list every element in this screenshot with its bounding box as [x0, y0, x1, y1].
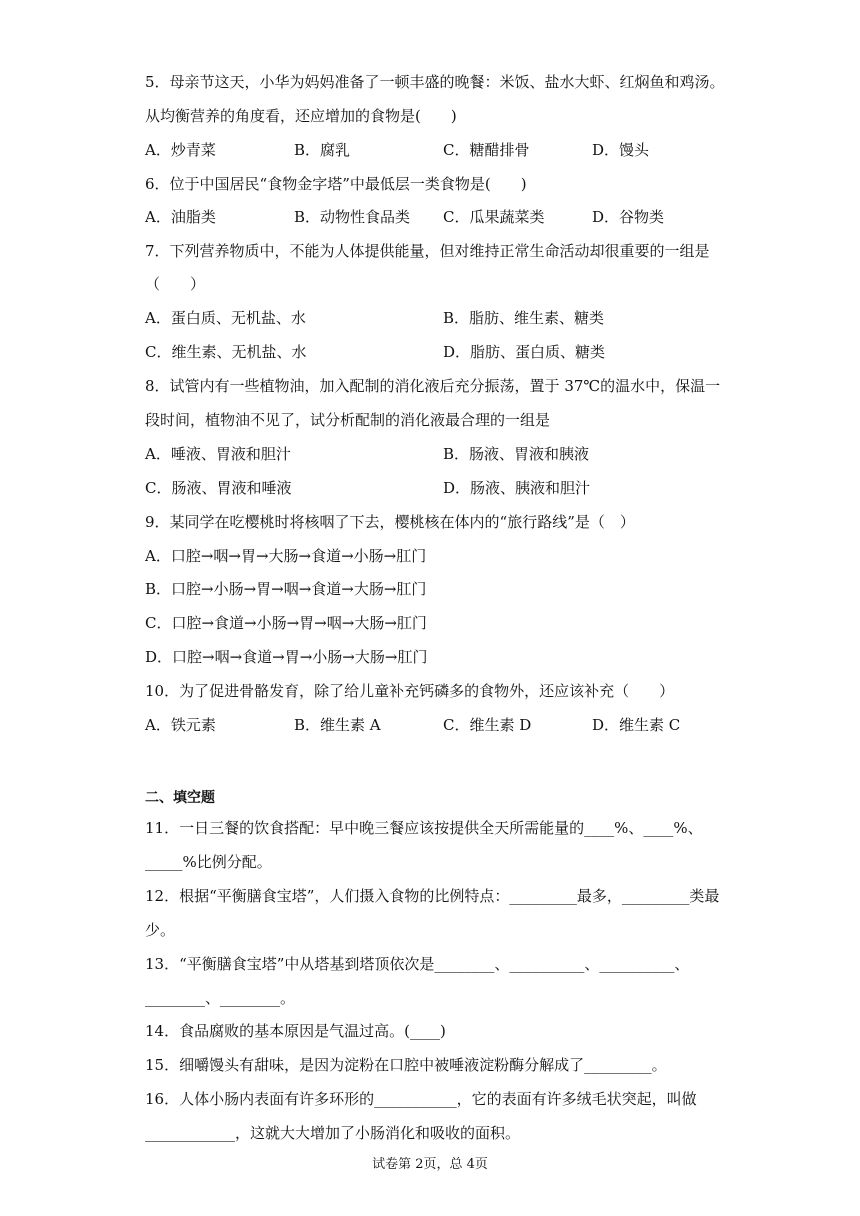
question-8-line-1: 8．试管内有一些植物油，加入配制的消化液后充分振荡，置于 37℃的温水中，保温一: [145, 377, 721, 395]
question-5-option-c: C．糖醋排骨: [443, 141, 530, 159]
question-10-option-c: C．维生素 D: [443, 716, 532, 734]
question-9-option-a: A．口腔→咽→胃→大肠→食道→小肠→肛门: [145, 547, 427, 565]
question-8-option-b: B．肠液、胃液和胰液: [443, 445, 590, 463]
question-9-line-1: 9．某同学在吃樱桃时将核咽了下去，樱桃核在体内的“旅行路线”是（ ）: [145, 513, 635, 531]
question-13-line-1: 13．“平衡膳食宝塔”中从塔基到塔顶依次是________、__________、__________、: [145, 955, 690, 973]
question-11-line-2: _____%比例分配。: [145, 853, 272, 871]
question-11-line-1: 11．一日三餐的饮食搭配：早中晚三餐应该按提供全天所需能量的____%、____%、: [145, 819, 703, 837]
question-7-option-c: C．维生素、无机盐、水: [145, 343, 307, 361]
question-16-line-2: ____________，这就大大增加了小肠消化和吸收的面积。: [145, 1124, 521, 1142]
question-9-option-d: D．口腔→咽→食道→胃→小肠→大肠→肛门: [145, 648, 428, 666]
question-7-option-a: A．蛋白质、无机盐、水: [145, 309, 306, 327]
question-8-option-c: C．肠液、胃液和唾液: [145, 479, 292, 497]
question-9-option-c: C．口腔→食道→小肠→胃→咽→大肠→肛门: [145, 614, 427, 632]
question-7-option-b: B．脂肪、维生素、糖类: [443, 309, 605, 327]
question-5-option-d: D．馒头: [592, 141, 650, 159]
question-6-option-c: C．瓜果蔬菜类: [443, 208, 545, 226]
question-10-line-1: 10．为了促进骨骼发育，除了给儿童补充钙磷多的食物外，还应该补充（ ）: [145, 682, 675, 700]
question-5-option-b: B．腐乳: [294, 141, 351, 159]
question-12-line-1: 12．根据“平衡膳食宝塔”，人们摄入食物的比例特点：_________最多，_________类最: [145, 887, 720, 905]
question-6-option-a: A．油脂类: [145, 208, 216, 226]
question-8-line-2: 段时间，植物油不见了，试分析配制的消化液最合理的一组是: [145, 411, 551, 429]
question-6-option-d: D．谷物类: [592, 208, 665, 226]
question-14-line-1: 14．食品腐败的基本原因是气温过高。(____): [145, 1022, 446, 1040]
page-footer: 试卷第 2页，总 4页: [372, 1157, 488, 1172]
question-10-option-b: B．维生素 A: [294, 716, 381, 734]
question-7-option-d: D．脂肪、蛋白质、糖类: [443, 343, 606, 361]
question-10-option-d: D．维生素 C: [592, 716, 681, 734]
question-5-line-2: 从均衡营养的角度看，还应增加的食物是( ): [145, 107, 457, 125]
question-12-line-2: 少。: [145, 921, 176, 939]
question-5-line-1: 5．母亲节这天，小华为妈妈准备了一顿丰盛的晚餐：米饭、盐水大虾、红焖鱼和鸡汤。: [145, 73, 725, 91]
question-7-line-2: （ ）: [145, 275, 206, 293]
question-8-option-a: A．唾液、胃液和胆汁: [145, 445, 291, 463]
question-16-line-1: 16．人体小肠内表面有许多环形的___________，它的表面有许多绒毛状突起，叫做: [145, 1090, 697, 1108]
question-13-line-2: ________、________。: [145, 989, 296, 1007]
question-5-option-a: A．炒青菜: [145, 141, 216, 159]
question-7-line-1: 7．下列营养物质中，不能为人体提供能量，但对维持正常生命活动却很重要的一组是: [145, 242, 710, 260]
question-8-option-d: D．肠液、胰液和胆汁: [443, 479, 591, 497]
question-9-option-b: B．口腔→小肠→胃→咽→食道→大肠→肛门: [145, 580, 427, 598]
section-2-heading: 二、填空题: [145, 790, 215, 806]
question-15-line-1: 15．细嚼馒头有甜味，是因为淀粉在口腔中被唾液淀粉酶分解成了_________。: [145, 1056, 667, 1074]
question-10-option-a: A．铁元素: [145, 716, 216, 734]
question-6-option-b: B．动物性食品类: [294, 208, 411, 226]
question-6-line-1: 6．位于中国居民“食物金字塔”中最低层一类食物是( ): [145, 175, 527, 193]
